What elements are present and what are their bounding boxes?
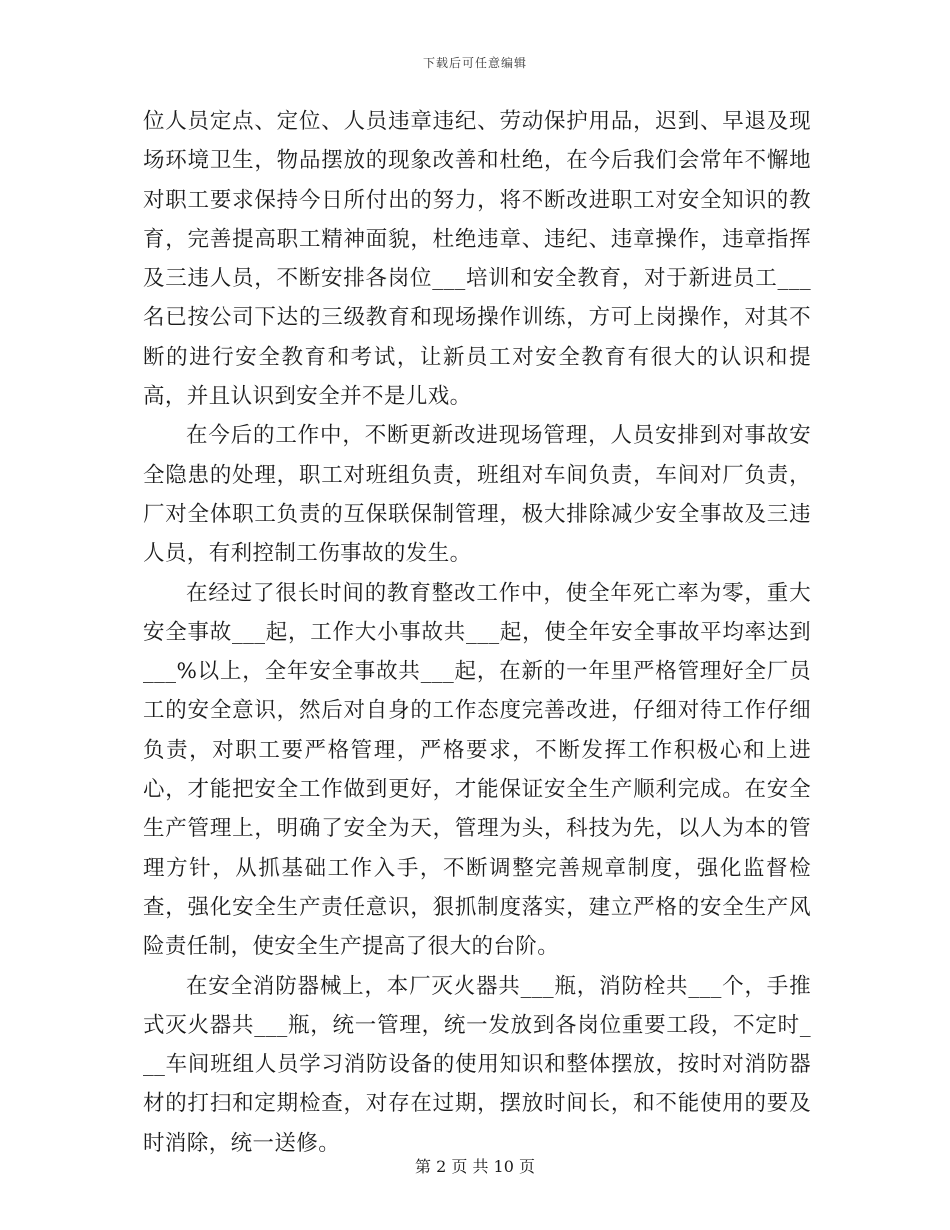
paragraph-1: 位人员定点、定位、人员违章违纪、劳动保护用品，迟到、早退及现场环境卫生，物品摆放的现象改善和杜绝，在今后我们会常年不懈地对职工要求保持今日所付出的努力，将不断改进职工对安全知识的教育，完善提高职工精神面貌，杜绝违章、违纪、违章操作，违章指挥及三违人员，不断安排各岗位___培训和安全教育，对于新进员工___名已按公司下达的三级教育和现场操作训练，方可上岗操作，对其不断的进行安全教育和考试，让新员工对安全教育有很大的认识和提高，并且认识到安全并不是儿戏。 [143,109,811,410]
document-body [143,102,811,1163]
paragraph-2: 在今后的工作中，不断更新改进现场管理，人员安排到对事故安全隐患的处理，职工对班组负责，班组对车间负责，车间对厂负责，厂对全体职工负责的互保联保制管理，极大排除减少安全事故及三违人员，有利控制工伤事故的发生。 [143,423,811,567]
page-number: 第 2 页 共 10 页 [415,1157,535,1176]
paragraph-3: 在经过了很长时间的教育整改工作中，使全年死亡率为零，重大安全事故___起，工作大小事故共___起，使全年安全事故平均率达到___%以上，全年安全事故共___起，在新的一年里严格管理好全厂员工的安全意识，然后对自身的工作态度完善改进，仔细对待工作仔细负责，对职工要严格管理，严格要求，不断发挥工作积极心和上进心，才能把安全工作做到更好，才能保证安全生产顺利完成。在安全生产管理上，明确了安全为天，管理为头，科技为先，以人为本的管理方针，从抓基础工作入手，不断调整完善规章制度，强化监督检查，强化安全生产责任意识，狠抓制度落实，建立严格的安全生产风险责任制，使安全生产提高了很大的台阶。 [143,580,811,960]
paragraph-4: 在安全消防器械上，本厂灭火器共___瓶，消防栓共___个，手推式灭火器共___瓶，统一管理，统一发放到各岗位重要工段，不定时___车间班组人员学习消防设备的使用知识和整体摆放，按时对消防器材的打扫和定期检查，对存在过期，摆放时间长，和不能使用的要及时消除，统一送修。 [143,973,811,1156]
page-header: 下载后可任意编辑 [422,56,527,70]
